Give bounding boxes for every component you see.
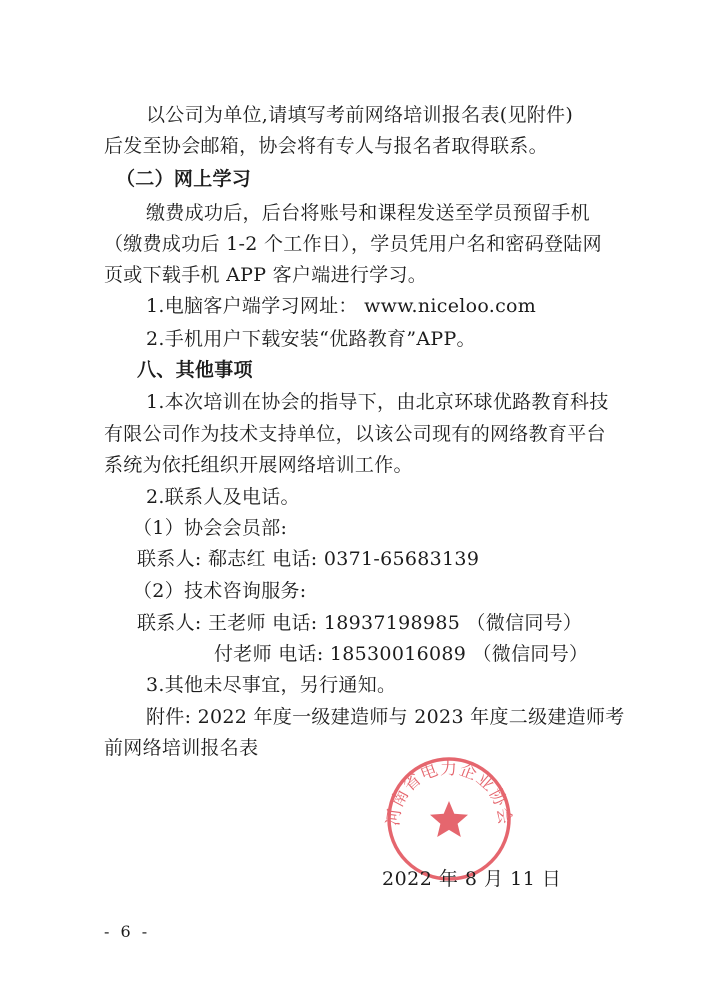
page-number: - 6 - bbox=[104, 922, 151, 941]
section-heading: （二）网上学习 bbox=[116, 168, 252, 190]
document-date: 2022 年 8 月 11 日 bbox=[382, 868, 562, 890]
paragraph-line: （2）技术咨询服务: bbox=[133, 580, 307, 602]
paragraph-line: 2.联系人及电话。 bbox=[146, 486, 300, 508]
paragraph-line: 有限公司作为技术支持单位，以该公司现有的网络教育平台 bbox=[104, 423, 606, 445]
paragraph-line: 以公司为单位,请填写考前网络培训报名表(见附件) bbox=[146, 104, 574, 126]
paragraph-line: （1）协会会员部: bbox=[133, 517, 288, 539]
paragraph-line: 页或下载手机 APP 客户端进行学习。 bbox=[104, 264, 428, 286]
contact-line: 付老师 电话: 18530016089 （微信同号） bbox=[214, 643, 589, 665]
paragraph-line: 系统为依托组织开展网络培训工作。 bbox=[104, 454, 413, 476]
paragraph-line: 后发至协会邮箱，协会将有专人与报名者取得联系。 bbox=[104, 135, 548, 157]
contact-line: 联系人: 王老师 电话: 18937198985 （微信同号） bbox=[137, 612, 583, 634]
star-icon bbox=[430, 801, 468, 837]
paragraph-line: 1.电脑客户端学习网址： www.niceloo.com bbox=[146, 295, 537, 317]
paragraph-line: （缴费成功后 1-2 个工作日），学员凭用户名和密码登陆网 bbox=[104, 233, 602, 255]
contact-line: 联系人: 郗志红 电话: 0371-65683139 bbox=[137, 548, 480, 570]
seal-text: 河南省电力企业协会 bbox=[383, 758, 515, 828]
paragraph-line: 1.本次培训在协会的指导下，由北京环球优路教育科技 bbox=[146, 391, 609, 413]
paragraph-line: 2.手机用户下载安装“优路教育”APP。 bbox=[146, 328, 476, 350]
attachment-line: 前网络培训报名表 bbox=[104, 737, 259, 759]
paragraph-line: 3.其他未尽事宜，另行通知。 bbox=[146, 674, 397, 696]
section-heading: 八、其他事项 bbox=[137, 359, 253, 381]
attachment-line: 附件: 2022 年度一级建造师与 2023 年度二级建造师考 bbox=[146, 706, 625, 728]
paragraph-line: 缴费成功后，后台将账号和课程发送至学员预留手机 bbox=[146, 202, 590, 224]
